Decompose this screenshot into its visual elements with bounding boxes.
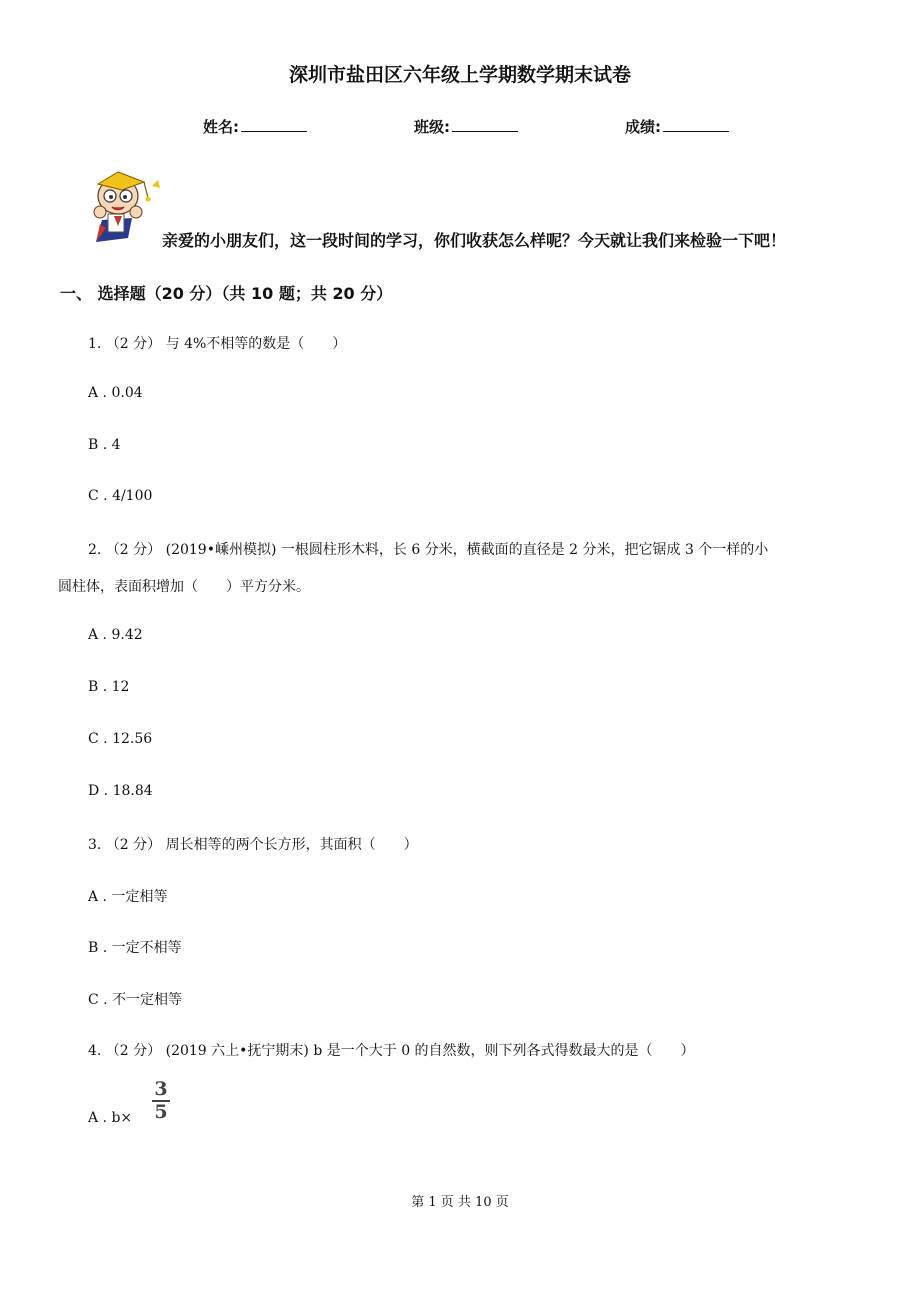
question-4: 4. （2 分） (2019 六上•抚宁期末) b 是一个大于 0 的自然数，则下列各式得数最大的是（ ） bbox=[88, 1043, 695, 1059]
class-label: 班级: bbox=[414, 118, 450, 136]
question-2-line-2: 圆柱体，表面积增加（ ）平方分米。 bbox=[58, 579, 310, 595]
mascot-doctor-icon bbox=[88, 168, 166, 246]
question-2-line-1: 2. （2 分） (2019•嵊州模拟) 一根圆柱形木料，长 6 分米，横截面的直径是 2 分米，把它锯成 3 个一样的小 bbox=[88, 542, 769, 558]
q3-option-a[interactable]: A . 一定相等 bbox=[88, 889, 168, 905]
q3-option-b[interactable]: B . 一定不相等 bbox=[88, 940, 182, 956]
q3-option-c[interactable]: C . 不一定相等 bbox=[88, 992, 183, 1008]
question-3: 3. （2 分） 周长相等的两个长方形，其面积（ ） bbox=[88, 837, 418, 853]
q1-option-b[interactable]: B . 4 bbox=[88, 437, 121, 453]
page-footer: 第 1 页 共 10 页 bbox=[411, 1195, 509, 1210]
fraction-numerator: 3 bbox=[154, 1078, 168, 1100]
score-blank[interactable] bbox=[663, 117, 729, 132]
question-1: 1. （2 分） 与 4%不相等的数是（ ） bbox=[88, 336, 347, 352]
q2-option-a[interactable]: A . 9.42 bbox=[88, 627, 143, 643]
q2-option-d[interactable]: D . 18.84 bbox=[88, 783, 153, 799]
q2-option-b[interactable]: B . 12 bbox=[88, 679, 130, 695]
class-field bbox=[414, 116, 518, 137]
class-blank[interactable] bbox=[452, 117, 518, 132]
q4-option-a-fraction bbox=[152, 1080, 170, 1122]
name-blank[interactable] bbox=[241, 117, 307, 132]
section-title: 一、 选择题（20 分）（共 10 题；共 20 分） bbox=[60, 284, 393, 303]
q1-option-a[interactable]: A . 0.04 bbox=[88, 385, 143, 401]
score-label: 成绩: bbox=[625, 118, 661, 136]
page-title: 深圳市盐田区六年级上学期数学期末试卷 bbox=[288, 64, 631, 86]
greeting-text: 亲爱的小朋友们，这一段时间的学习，你们收获怎么样呢？今天就让我们来检验一下吧！ bbox=[162, 231, 787, 250]
q1-option-c[interactable]: C . 4/100 bbox=[88, 488, 153, 504]
fraction-denominator: 5 bbox=[154, 1101, 168, 1123]
score-field bbox=[625, 116, 729, 137]
q2-option-c[interactable]: C . 12.56 bbox=[88, 731, 153, 747]
q4-option-a[interactable]: A . b× bbox=[88, 1110, 133, 1126]
name-label: 姓名: bbox=[203, 118, 239, 136]
name-field bbox=[203, 116, 307, 137]
